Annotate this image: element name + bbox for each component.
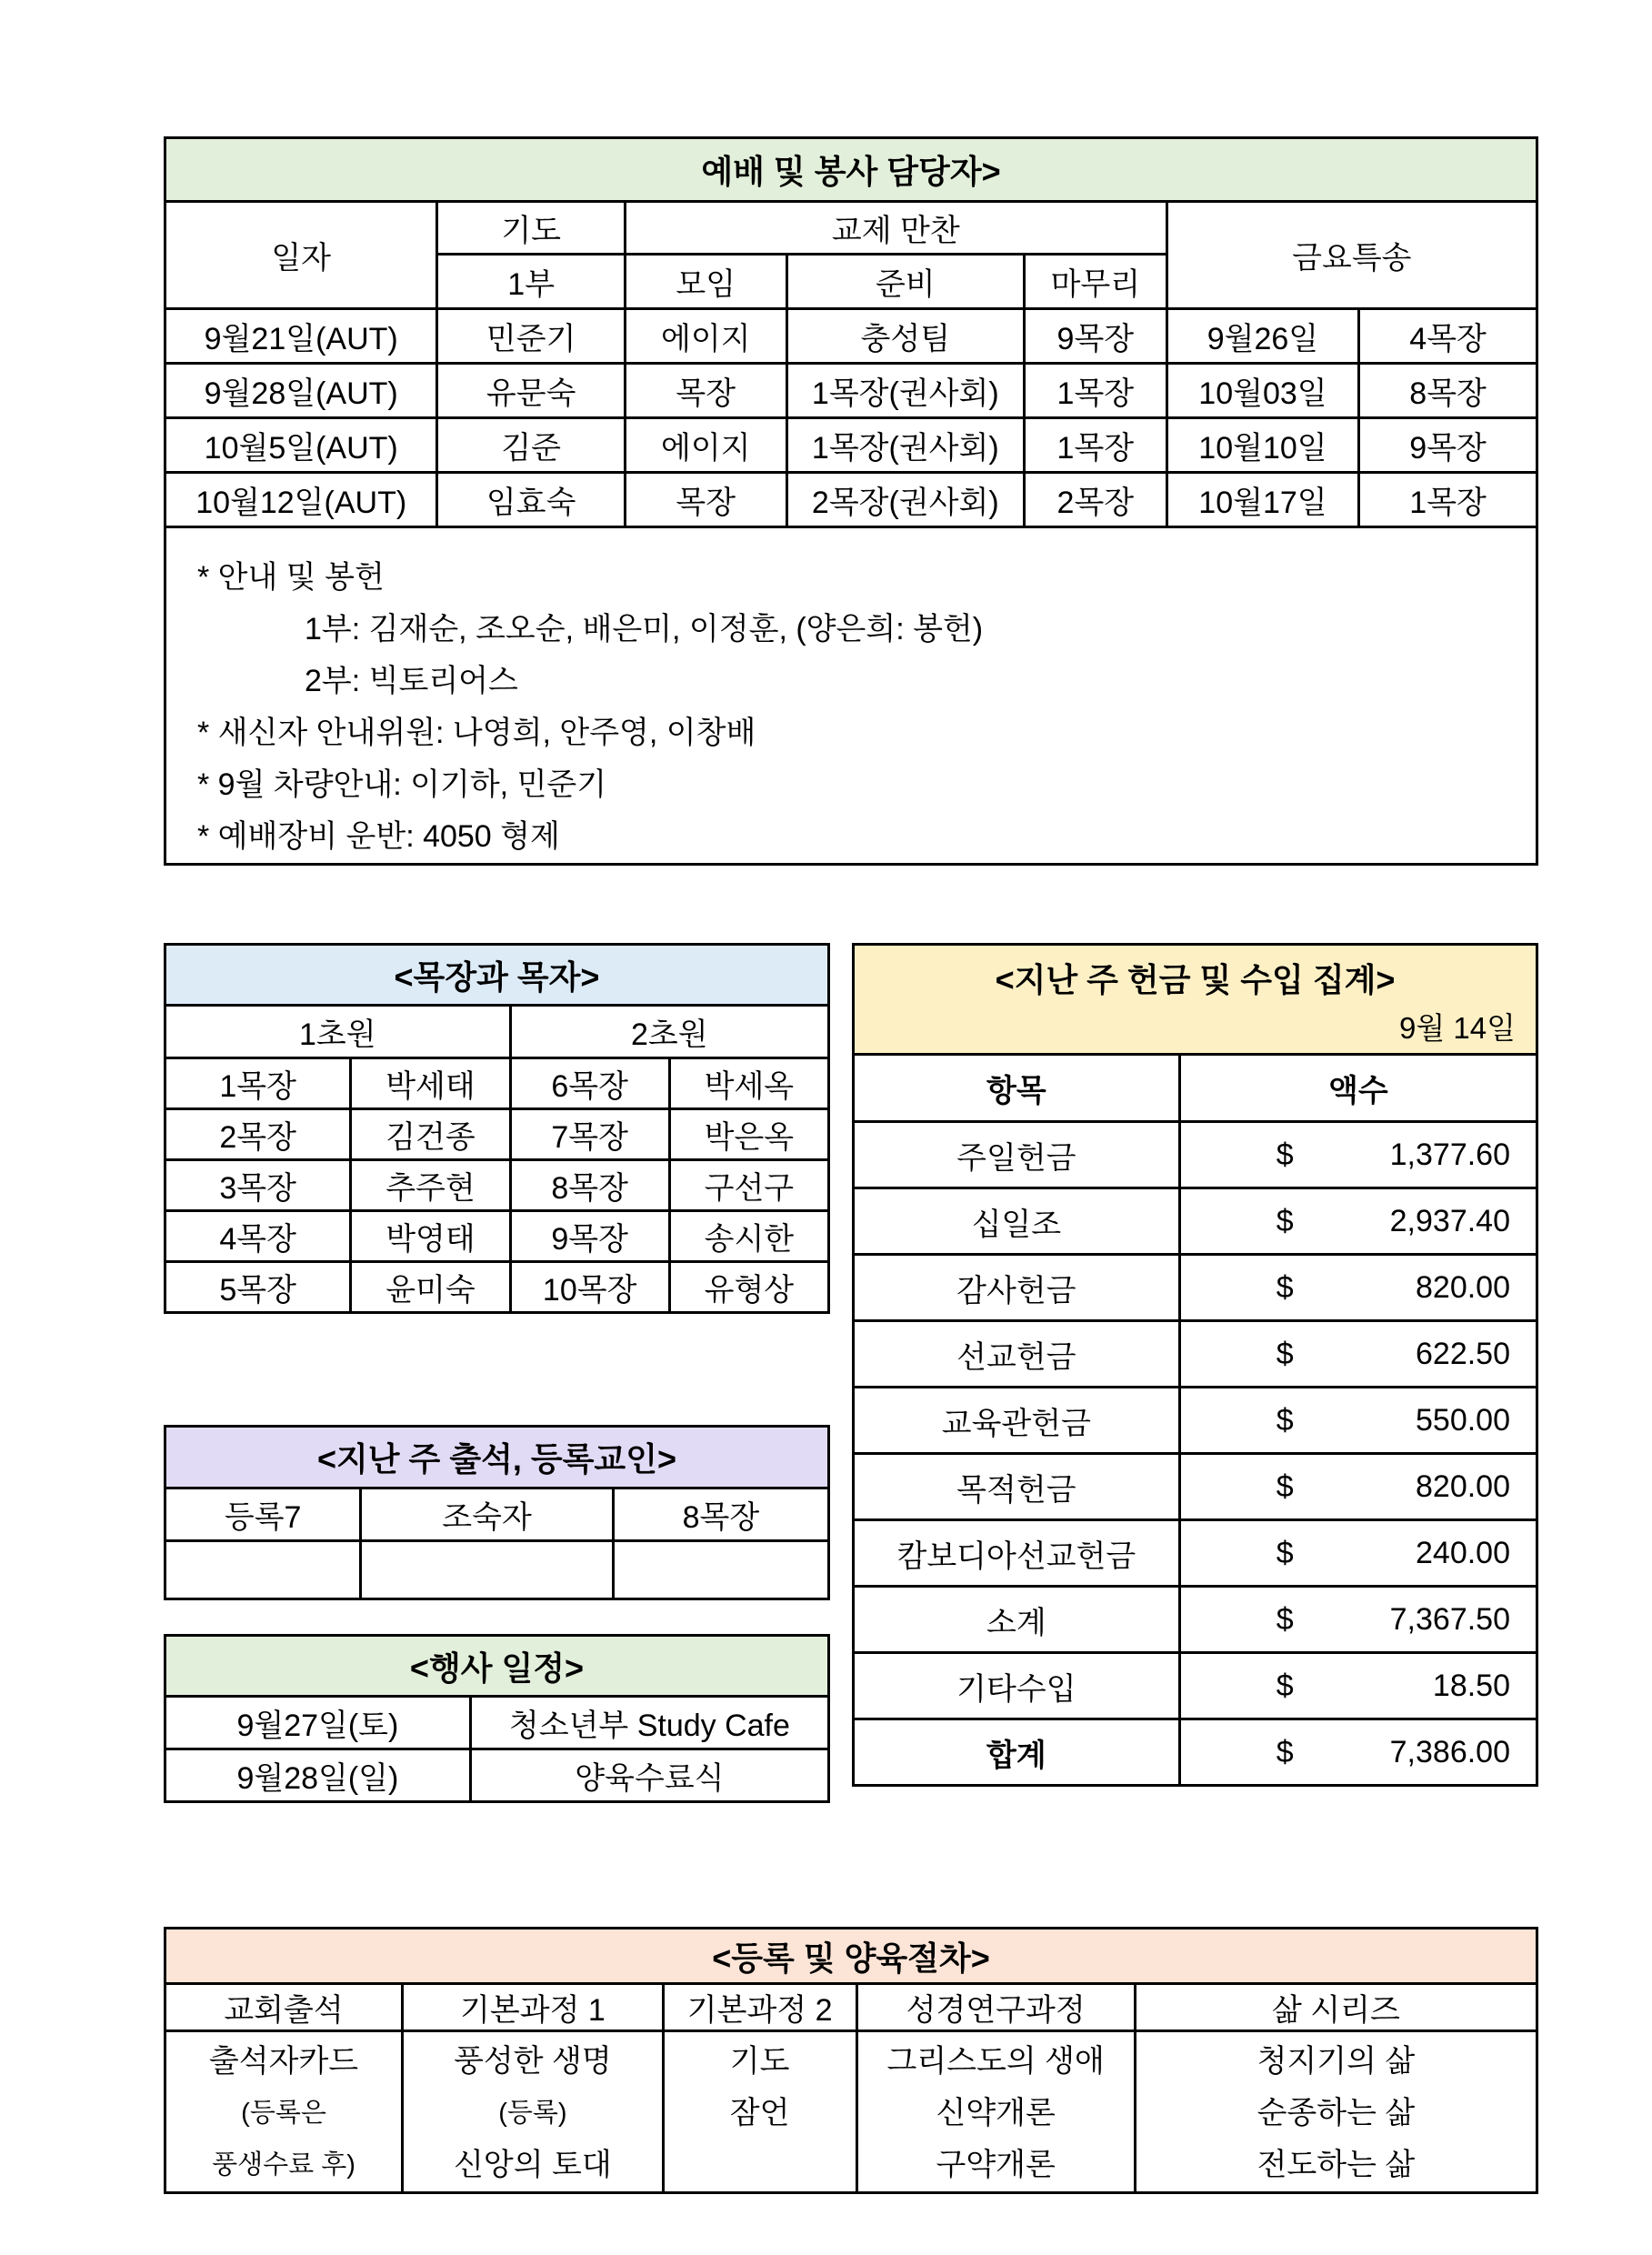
attendance-cell [361,1541,613,1599]
attendance-empty-row [165,1541,829,1599]
offering-item: 선교헌금 [854,1321,1180,1388]
worship-col-prayer-part1: 1부 [437,255,626,309]
process-line: (등록은 [241,2099,326,2128]
amount-value: 622.50 [1416,1336,1510,1371]
amount-value: 240.00 [1416,1535,1510,1570]
offering-row [854,1454,1537,1520]
amount-value: 820.00 [1416,1269,1510,1305]
offering-table-header [854,945,1537,1055]
process-cell [1135,2031,1537,2193]
worship-cell-prep: 1목장(권사회) [786,364,1025,418]
mokjang-cell: 박세옥 [669,1058,828,1109]
mokjang-cell: 5목장 [165,1262,351,1313]
worship-cell-date: 9월28일(AUT) [165,364,437,418]
events-row [165,1749,829,1802]
worship-cell-friday-group: 4목장 [1359,309,1537,364]
worship-row [165,473,1537,527]
offering-item: 기타수입 [854,1653,1180,1719]
process-line: 전도하는 삶 [1257,2148,1416,2182]
event-date: 9월27일(토) [165,1697,471,1749]
middle-right-column [852,943,1538,1787]
events-row [165,1697,829,1749]
offering-amount [1179,1321,1537,1388]
process-line: 구약개론 [936,2148,1056,2182]
worship-cell-finish: 1목장 [1025,418,1167,473]
offering-total-label: 합계 [854,1719,1180,1786]
worship-col-prayer: 기도 [437,202,626,255]
offering-row [854,1188,1537,1255]
currency-symbol: $ [1276,1668,1294,1703]
amount-value: 7,386.00 [1389,1734,1510,1769]
worship-cell-prep: 2목장(권사회) [786,473,1025,527]
note-line: * 새신자 안내위원: 나영희, 안주영, 이창배 [197,716,756,750]
events-table [164,1634,830,1803]
offering-amount [1179,1653,1537,1719]
offering-subtotal-row [854,1587,1537,1653]
worship-cell-finish: 2목장 [1025,473,1167,527]
worship-cell-date: 9월21일(AUT) [165,309,437,364]
currency-symbol: $ [1276,1203,1294,1238]
offering-amount [1179,1454,1537,1520]
worship-cell-meeting: 에이지 [625,418,786,473]
worship-col-prep: 준비 [786,255,1025,309]
note-line: * 예배장비 운반: 4050 형제 [197,819,560,854]
process-col-life-series: 삶 시리즈 [1135,1984,1537,2031]
process-line [665,2140,856,2191]
worship-cell-meeting: 에이지 [625,309,786,364]
attendance-row [165,1488,829,1541]
offering-amount [1179,1122,1537,1188]
offering-item: 십일조 [854,1188,1180,1255]
offering-row [854,1388,1537,1454]
attendance-table [164,1425,830,1600]
worship-row [165,418,1537,473]
process-line: 신앙의 토대 [454,2148,612,2182]
offering-total-row [854,1719,1537,1786]
process-table [164,1927,1538,2194]
process-line: 풍성한 생명 [454,2044,612,2079]
amount-value: 18.50 [1432,1668,1510,1703]
mokjang-row [165,1262,829,1313]
mokjang-cell: 박세태 [351,1058,510,1109]
worship-col-finish: 마무리 [1025,255,1167,309]
middle-left-column [164,943,830,1803]
offering-amount [1179,1587,1537,1653]
offering-row [854,1321,1537,1388]
worship-cell-prayer: 임효숙 [437,473,626,527]
mokjang-cell: 7목장 [510,1109,669,1160]
amount-value: 2,937.40 [1389,1203,1510,1238]
offering-amount [1179,1520,1537,1587]
currency-symbol: $ [1276,1269,1294,1305]
process-table-title: <등록 및 양육절차> [165,1929,1537,1984]
worship-cell-prayer: 민준기 [437,309,626,364]
mokjang-cell: 4목장 [165,1211,351,1262]
event-name: 청소년부 Study Cafe [470,1697,828,1749]
worship-col-fellowship: 교제 만찬 [625,202,1166,255]
mokjang-row [165,1109,829,1160]
process-col-bible-study: 성경연구과정 [856,1984,1135,2031]
mokjang-cell: 구선구 [669,1160,828,1211]
worship-cell-friday-group: 8목장 [1359,364,1537,418]
amount-value: 820.00 [1416,1468,1510,1504]
process-col-basic1: 기본과정 1 [403,1984,664,2031]
currency-symbol: $ [1276,1535,1294,1570]
mokjang-cell: 추주현 [351,1160,510,1211]
worship-row [165,364,1537,418]
worship-col-meeting: 모임 [625,255,786,309]
offering-total-amount [1179,1719,1537,1786]
mokjang-cell: 10목장 [510,1262,669,1313]
attendance-cell: 등록7 [165,1488,361,1541]
mokjang-cell: 9목장 [510,1211,669,1262]
process-line: 풍생수료 후) [212,2150,355,2180]
middle-section [164,943,1538,1803]
offering-item: 목적헌금 [854,1454,1180,1520]
worship-cell-friday-group: 1목장 [1359,473,1537,527]
worship-cell-prep: 충성팀 [786,309,1025,364]
note-line: 1부: 김재순, 조오순, 배은미, 이정훈, (양은희: 봉헌) [305,612,984,646]
worship-cell-prayer: 유문숙 [437,364,626,418]
process-line: 신약개론 [936,2096,1056,2130]
offering-col-amount: 액수 [1179,1055,1537,1122]
process-line: 청지기의 삶 [1257,2044,1416,2079]
offering-item: 감사헌금 [854,1255,1180,1321]
mokjang-cell: 박은옥 [669,1109,828,1160]
offering-col-item: 항목 [854,1055,1180,1122]
mokjang-cell: 6목장 [510,1058,669,1109]
offering-item: 캄보디아선교헌금 [854,1520,1180,1587]
offering-item: 교육관헌금 [854,1388,1180,1454]
worship-col-friday-special: 금요특송 [1166,202,1537,309]
worship-cell-prep: 1목장(권사회) [786,418,1025,473]
worship-cell-finish: 9목장 [1025,309,1167,364]
offering-item: 주일헌금 [854,1122,1180,1188]
currency-symbol: $ [1276,1734,1294,1769]
worship-cell-prayer: 김준 [437,418,626,473]
worship-cell-friday-date: 10월10일 [1166,418,1359,473]
mokjang-cell: 유형상 [669,1262,828,1313]
currency-symbol: $ [1276,1402,1294,1438]
currency-symbol: $ [1276,1468,1294,1504]
bulletin-content [164,136,1538,2194]
offering-row [854,1255,1537,1321]
amount-value: 550.00 [1416,1402,1510,1438]
worship-notes [165,527,1537,865]
offering-table [852,943,1538,1787]
process-cell [663,2031,856,2193]
mokjang-group1-header: 1초원 [165,1006,511,1058]
process-col-attendance: 교회출석 [165,1984,403,2031]
currency-symbol: $ [1276,1137,1294,1172]
process-line: 기도 [729,2044,790,2079]
worship-table-title: 예배 및 봉사 담당자> [165,138,1537,202]
offering-amount [1179,1188,1537,1255]
event-name: 양육수료식 [470,1749,828,1802]
mokjang-cell: 8목장 [510,1160,669,1211]
worship-cell-friday-date: 10월03일 [1166,364,1359,418]
mokjang-group2-header: 2초원 [510,1006,828,1058]
worship-col-date: 일자 [165,202,437,309]
mokjang-cell: 박영태 [351,1211,510,1262]
worship-row [165,309,1537,364]
mokjang-table [164,943,830,1314]
offering-row [854,1653,1537,1719]
attendance-cell: 8목장 [613,1488,828,1541]
mokjang-row [165,1160,829,1211]
worship-cell-finish: 1목장 [1025,364,1167,418]
mokjang-table-title: <목장과 목자> [165,945,829,1006]
worship-cell-date: 10월12일(AUT) [165,473,437,527]
process-line: 순종하는 삶 [1257,2096,1416,2130]
attendance-cell [613,1541,828,1599]
currency-symbol: $ [1276,1601,1294,1637]
mokjang-cell: 2목장 [165,1109,351,1160]
note-line: * 안내 및 봉헌 [197,560,385,595]
offering-item: 소계 [854,1587,1180,1653]
process-line: (등록) [498,2099,567,2128]
worship-cell-meeting: 목장 [625,473,786,527]
worship-cell-friday-date: 9월26일 [1166,309,1359,364]
offering-table-title: <지난 주 헌금 및 수입 집계> [995,961,1396,998]
amount-value: 7,367.50 [1389,1601,1510,1637]
mokjang-row [165,1058,829,1109]
offering-row [854,1520,1537,1587]
process-col-basic2: 기본과정 2 [663,1984,856,2031]
offering-date: 9월 14일 [1399,1011,1516,1045]
worship-cell-friday-group: 9목장 [1359,418,1537,473]
note-line: * 9월 차량안내: 이기하, 민준기 [197,767,607,802]
process-line: 출석자카드 [208,2044,359,2079]
worship-cell-meeting: 목장 [625,364,786,418]
worship-cell-date: 10월5일(AUT) [165,418,437,473]
process-cell [403,2031,664,2193]
worship-service-table [164,136,1538,866]
attendance-cell: 조숙자 [361,1488,613,1541]
process-line: 그리스도의 생애 [886,2044,1105,2079]
offering-amount [1179,1388,1537,1454]
offering-amount [1179,1255,1537,1321]
mokjang-cell: 3목장 [165,1160,351,1211]
events-table-title: <행사 일정> [165,1636,829,1697]
process-row [165,2031,1537,2193]
offering-row [854,1122,1537,1188]
attendance-cell [165,1541,361,1599]
worship-cell-friday-date: 10월17일 [1166,473,1359,527]
note-line: 2부: 빅토리어스 [305,664,518,698]
process-cell [165,2031,403,2193]
process-line: 잠언 [729,2096,790,2130]
mokjang-row [165,1211,829,1262]
mokjang-cell: 김건종 [351,1109,510,1160]
amount-value: 1,377.60 [1389,1137,1510,1172]
process-cell [856,2031,1135,2193]
mokjang-cell: 윤미숙 [351,1262,510,1313]
mokjang-cell: 송시한 [669,1211,828,1262]
mokjang-cell: 1목장 [165,1058,351,1109]
attendance-table-title: <지난 주 출석, 등록교인> [165,1427,829,1488]
currency-symbol: $ [1276,1336,1294,1371]
event-date: 9월28일(일) [165,1749,471,1802]
